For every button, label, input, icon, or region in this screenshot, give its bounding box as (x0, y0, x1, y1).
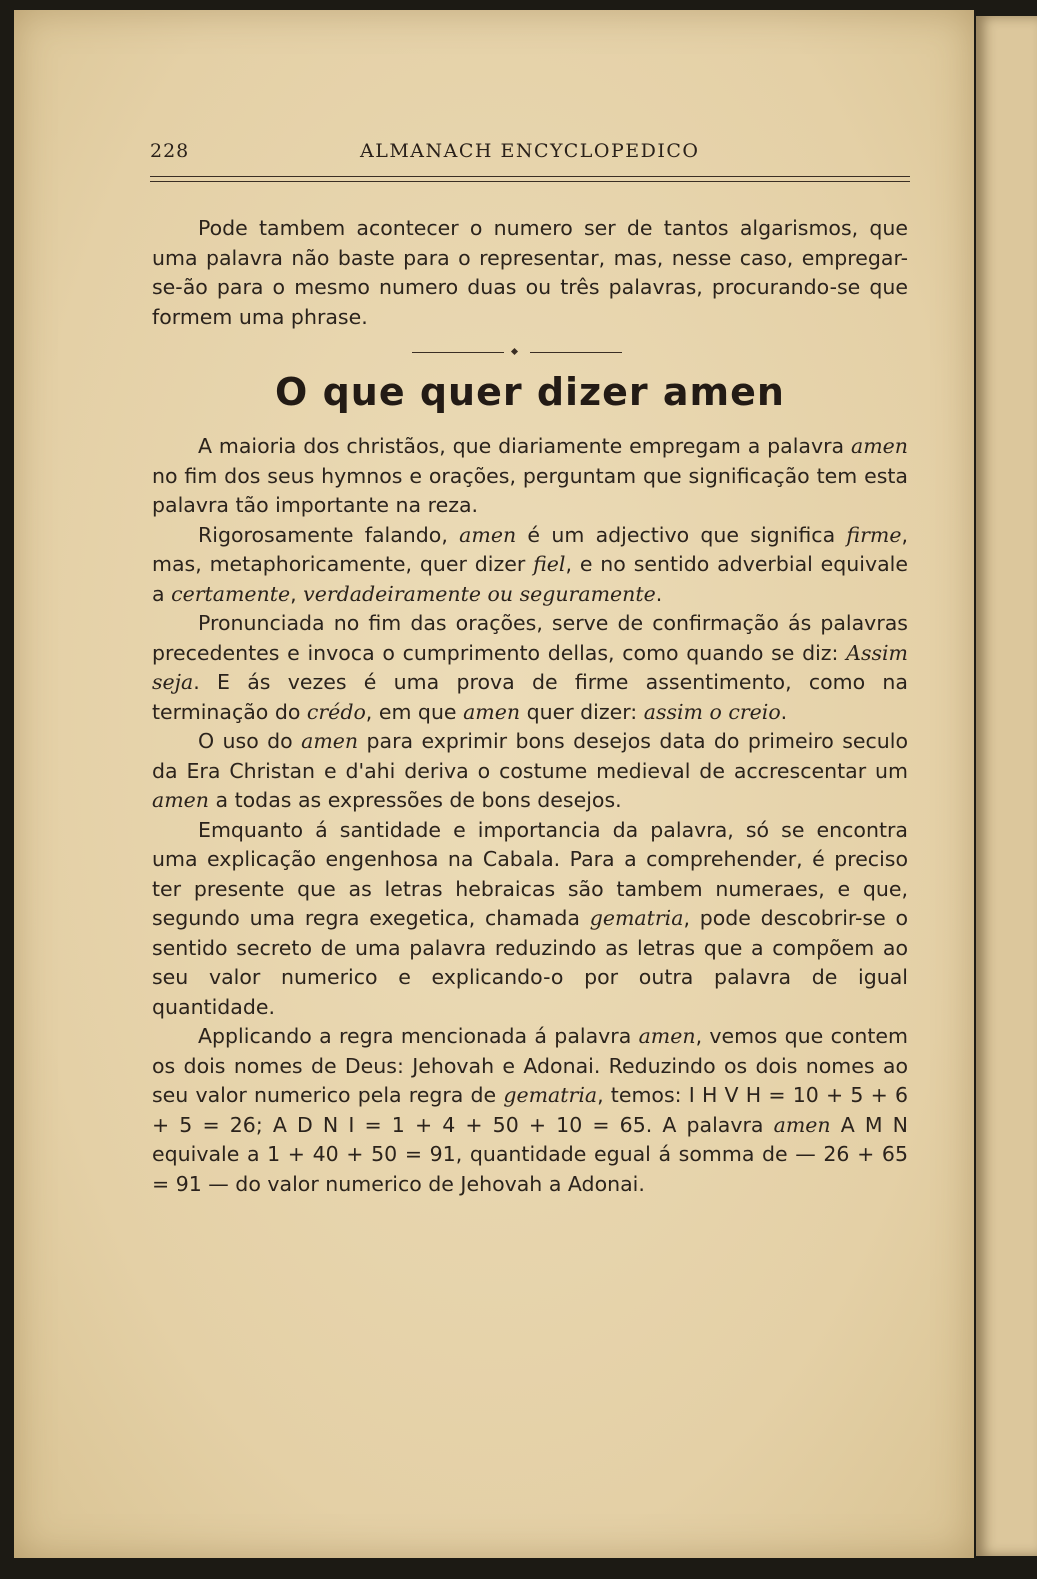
text-run: a todas as expressões de bons desejos. (209, 788, 622, 812)
italic-term: amen (152, 788, 209, 812)
running-title: ALMANACH ENCYCLOPEDICO (360, 140, 700, 162)
text-run: , e no sentido adverbial equivale a (152, 552, 908, 606)
italic-term: amen (638, 1024, 696, 1048)
text-run: para exprimir bons desejos data do primeiro seculo da Era Christan e d'ahi deriva o costume medieval de accrescentar um (152, 729, 908, 783)
text-run: . E ás vezes é uma prova de firme assentimento, como na terminação do (152, 670, 908, 724)
text-run: quer dizer: (520, 699, 644, 724)
text-run: O uso do (198, 729, 302, 753)
italic-term: gematria (503, 1083, 598, 1107)
intro-paragraph: Pode tambem acontecer o numero ser de tantos algarismos, que uma palavra não baste para o representar, mas, nesse caso, empregar-se-ão para o mesmo numero duas ou três palavras, procurando-se que formem uma phrase. (152, 216, 908, 329)
text-run: no fim dos seus hymnos e orações, perguntam que significação tem esta palavra tão importante na reza. (152, 463, 908, 517)
italic-term: Assim seja (152, 640, 908, 694)
separator-line-right (530, 352, 622, 353)
section-separator (412, 352, 622, 354)
italic-term: fiel (533, 552, 566, 576)
italic-term: amen (301, 729, 359, 753)
text-run: é um adjectivo que significa (516, 522, 847, 547)
paragraph-5 (152, 816, 908, 1023)
page-header (150, 138, 912, 166)
text-run: , em que (365, 699, 464, 724)
paragraph-1 (152, 432, 908, 521)
text-run: Pronunciada no fim das orações, serve de confirmação ás palavras precedentes e invoca o cumprimento dellas, como quando se diz: (152, 611, 908, 665)
italic-term: amen (851, 434, 908, 458)
italic-term: amen (463, 699, 521, 724)
paragraph-6 (152, 1022, 908, 1199)
italic-term: firme (846, 522, 902, 547)
header-rule (150, 176, 910, 182)
text-run: , pode descobrir-se o sentido secreto de uma palavra reduzindo as letras que a compõem ao seu valor numerico e explicando-o por outra palavra de igual quantidade. (152, 906, 908, 1019)
italic-term: gematria (589, 906, 684, 930)
facing-page-edge (976, 16, 1037, 1556)
italic-term: verdadeiramente ou seguramente (303, 581, 656, 606)
text-run: A maioria dos christãos, que diariamente empregam a palavra (198, 434, 851, 458)
article-body (152, 432, 908, 1199)
italic-term: certamente (171, 581, 291, 606)
text-run: Rigorosamente falando, (198, 522, 460, 547)
text-run: A M N equivale a 1 + 40 + 50 = 91, quantidade egual á somma de — 26 + 65 = 91 — do valor numerico de Jehovah a Adonai. (152, 1112, 908, 1196)
italic-term: crédo (306, 699, 366, 724)
paragraph-2 (152, 521, 908, 610)
text-run: Emquanto á santidade e importancia da palavra, só se encontra uma explicação engenhosa na Cabala. Para a comprehender, é preciso ter presente que as letras hebraicas são tambem numeraes, e que, segundo uma regra exegetica, chamada (152, 817, 908, 930)
text-run: . (780, 699, 788, 724)
page-number: 228 (150, 140, 190, 162)
text-run: Applicando a regra mencionada á palavra (198, 1024, 639, 1048)
text-run: . (655, 581, 663, 606)
paragraph-4 (152, 727, 908, 816)
article-title: O que quer dizer amen (275, 370, 785, 414)
intro-text (152, 214, 908, 332)
paragraph-3 (152, 609, 908, 727)
italic-term: assim o creio (643, 699, 781, 724)
italic-term: amen (459, 522, 517, 547)
text-run: , mas, metaphoricamente, quer dizer (152, 522, 908, 576)
italic-term: amen (773, 1112, 831, 1137)
text-run: , vemos que contem os dois nomes de Deus: Jehovah e Adonai. Reduzindo os dois nomes ao seu valor numerico pela regra de (152, 1024, 909, 1107)
text-run: , temos: I H V H = 10 + 5 + 6 + 5 = 26; A D N I = 1 + 4 + 50 + 10 = 65. A palavra (152, 1083, 908, 1137)
separator-line-left (412, 352, 504, 353)
text-run: , (290, 581, 304, 606)
